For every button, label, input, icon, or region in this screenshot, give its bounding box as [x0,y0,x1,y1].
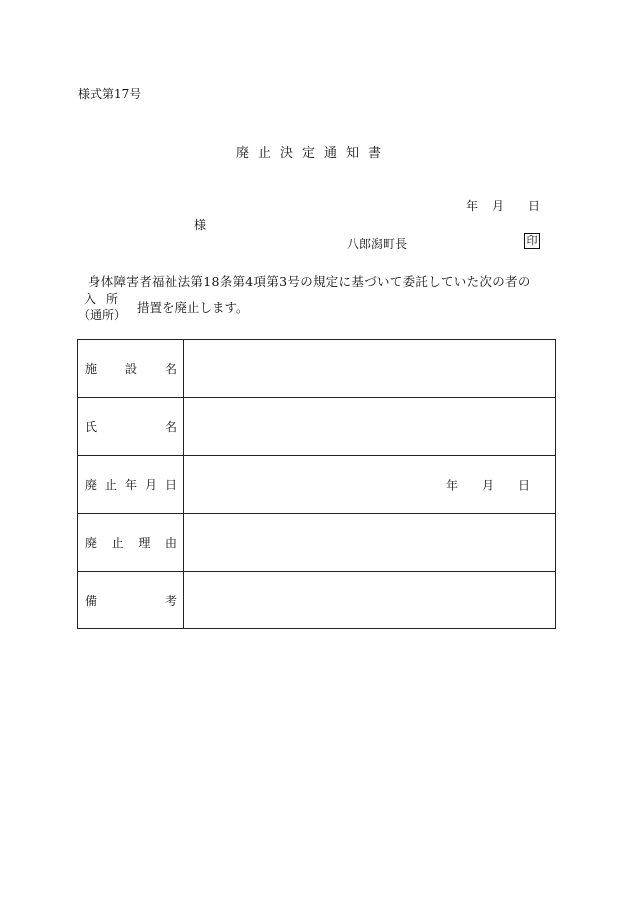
body-text-line2: 措置を廃止します。 [137,300,249,315]
row-label-abolition-date: 廃 止 年 月 日 [78,456,184,513]
table-row-remarks [78,572,555,628]
row-value-abolition-reason [184,514,555,571]
issue-date [466,197,540,214]
option-admission: 入所 [84,292,129,306]
body-text-line1: 身体障害者福祉法第18条第4項第3号の規定に基づいて委託していた次の者の [88,274,531,289]
addressee-suffix: 様 [194,218,207,232]
row-value-name [184,398,555,455]
option-commute: （通所） [78,308,127,322]
form-number: 様式第17号 [78,87,142,101]
row-label-remarks: 備 考 [78,572,184,628]
date-year-label: 年 [466,199,479,213]
issuer-name: 八郎潟町長 [347,237,408,251]
table-row-name [78,398,555,456]
seal-mark: 印 [524,233,540,249]
details-table [77,339,556,629]
table-row-abolition-reason [78,514,555,572]
row-label-facility: 施 設 名 [78,340,184,397]
row-value-facility [184,340,555,397]
document-title: 廃止決定通知書 [236,146,391,161]
row-value-remarks [184,572,555,628]
abolition-date-fields: 年 月 日 [446,478,531,492]
row-label-name: 氏 名 [78,398,184,455]
table-row-facility [78,340,555,398]
row-label-abolition-reason: 廃 止 理 由 [78,514,184,571]
date-month-label: 月 [492,199,505,213]
table-row-abolition-date [78,456,555,514]
row-value-abolition-date [184,456,555,513]
date-day-label: 日 [528,199,541,213]
